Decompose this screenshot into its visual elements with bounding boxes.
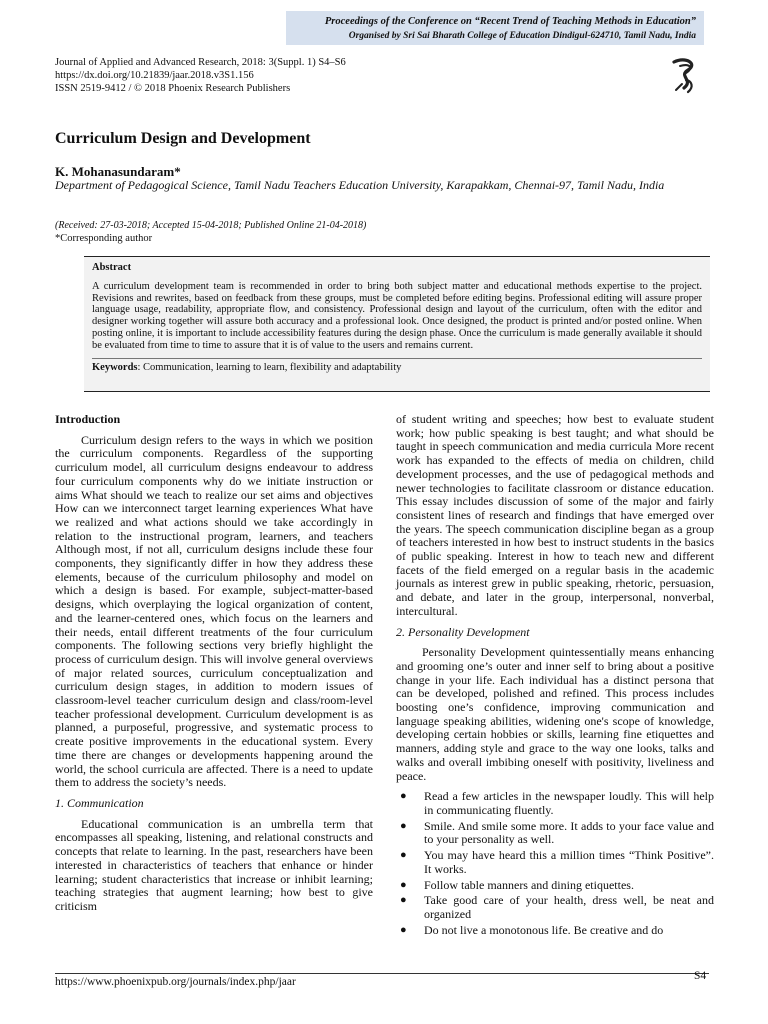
list-item: ● Smile. And smile some more. It adds to your face value and to your personality as well. [400,818,714,847]
corresponding-note: *Corresponding author [55,233,153,244]
bullet-icon: ● [400,819,407,832]
abstract-text: A curriculum development team is recommended in order to bring both subject matter and educational methods expertise to the project. Revisions and rewrites, based on feedback from these groups, must be completed before editing begins. Professional editing will assure proper language usage, readability, appropriate flow, and consistency. Professional design and layout of the curriculum, often with the editor and designer working together will assure both accuracy and a professional look. Once designed, the product is printed and/or posted online. When posting online, it is important to include accessibility features during the design phase. Once the curriculum is made generally available it should be evaluated from time to time to assure that it is of value to the users and remains current. [92,280,702,351]
page-number: S4 [694,970,707,982]
communication-paragraph: Educational communication is an umbrella term that encompasses all speaking, listening, and relational constructs and concepts that relate to learning. In the past, researchers have been interested in characteristics of teachers that enhance or hinder learning; student characteristics that increase or inhibit learning; teaching strategies that augment learning; how best to give criticism [55,816,373,913]
list-item: ● Do not live a monotonous life. Be creative and do [400,922,664,937]
personality-development-heading: 2. Personality Development [396,624,530,639]
right-column [396,413,714,939]
bullet-icon: ● [400,923,407,936]
article-title: Curriculum Design and Development [55,130,311,147]
list-item: ● Take good care of your health, dress well, be neat and organized [400,893,714,921]
journal-issn: ISSN 2519-9412 / © 2018 Phoenix Research Publishers [55,83,291,94]
list-item: ● Follow table manners and dining etiquettes. [400,877,634,892]
communication-heading: 1. Communication [55,795,144,810]
list-item: ● Read a few articles in the newspaper loudly. This will help in communicating fluently. [400,789,714,817]
footer-divider [55,973,709,974]
author-affiliation: Department of Pedagogical Science, Tamil Nadu Teachers Education University, Karapakkam, Chennai-97, Tamil Nadu, India [55,178,665,192]
abstract-heading: Abstract [92,262,132,273]
keywords [92,358,702,374]
conference-title: Proceedings of the Conference on “Recent Trend of Teaching Methods in Education” [324,16,696,27]
journal-info [55,56,346,95]
communication-paragraph-continued: of student writing and speeches; how best to evaluate student work; how public speaking is best taught; and what should be taught in speech communication and media curricula More recent work has expanded to the effects of media on children, child development processes, and the use of pedagogical methods and newer technologies to facilitate classroom or distance education. This essay includes discussion of some of the major and fairly consistent lines of research and findings that have emerged over the years. The speech communication discipline began as a group of teachers interested in how best to instruct students in the basics of public speaking. Interest in how to teach new and different facets of the field emerged on a regular basis in the academic journals as interest grew in public speaking, rhetoric, persuasion, and debate, and later in the group, interpersonal, nonverbal, intercultural. [396,412,714,618]
footer-url[interactable]: https://www.phoenixpub.org/journals/index.php/jaar [55,976,296,988]
abstract-box [84,256,710,392]
personality-development-paragraph: Personality Development quintessentially means enhancing and grooming one’s outer and inner self to bring about a positive change in your life. Each individual has a distinct persona that can be developed, polished and refined. This process includes boosting one’s confidence, improving communication and language speaking abilities, widening one's scope of knowledge, developing certain hobbies or skills, learning fine etiquettes and manners, adding style and grace to the way one looks, talks and walks and overall imbibing oneself with positivity, liveliness and peace. [396,645,714,783]
left-column [55,413,373,914]
article-author: K. Mohanasundaram* [55,164,181,179]
conference-organiser: Organised by Sri Sai Bharath College of Education Dindigul-624710, Tamil Nadu, India [348,31,696,41]
bullet-icon: ● [400,849,407,862]
conference-header [286,11,704,45]
bullet-icon: ● [400,894,407,907]
publisher-logo-icon [664,54,708,98]
tips-list [396,790,714,937]
journal-citation: Journal of Applied and Advanced Research, 2018: 3(Suppl. 1) S4–S6 [55,57,346,68]
list-item: ● You may have heard this a million times “Think Positive”. It works. [400,848,714,876]
keywords-text: : Communication, learning to learn, flexibility and adaptability [137,361,402,373]
keywords-label: Keywords [92,361,138,373]
bullet-icon: ● [400,790,407,803]
introduction-paragraph: Curriculum design refers to the ways in which we position the curriculum components. Regardless of the supporting curriculum model, all curriculum designs endeavour to address four curriculum components why do we initiate instruction or aims What should we teach to realize our set aims and objectives How can we interconnect target learning experiences What have we realized and what actions should we take accordingly in relation to the instructional program, learners, and teachers Although most, if not all, curriculum designs include these four components, they significantly differ in how they address these elements, because of the curriculum philosophy and model on which a design is based. For example, subject-matter-based designs, which overplaying the logical organization of content, and the learner-centered ones, which focus on the learners and their needs, entail different treatments of the four curriculum components. The following sections very briefly highlight the process of curriculum design. This will involve general overviews of major related sources, curriculum conceptualization and curriculum design stages, in addition to modern issues of classroom-level teacher curriculum design and class/room-level teacher professional development. Curriculum development is as planned, a purposeful, progressive, and systematic process to create positive improvements in the educational system. Every time there are changes or developments happening around the world, the school curricula are affected. There is a need to update them to address the society’s needs. [55,432,373,790]
journal-doi[interactable]: https://dx.doi.org/10.21839/jaar.2018.v3S1.156 [55,70,254,81]
bullet-icon: ● [400,878,407,891]
introduction-heading: Introduction [55,412,121,426]
article-dates: (Received: 27-03-2018; Accepted 15-04-2018; Published Online 21-04-2018) [55,220,367,231]
